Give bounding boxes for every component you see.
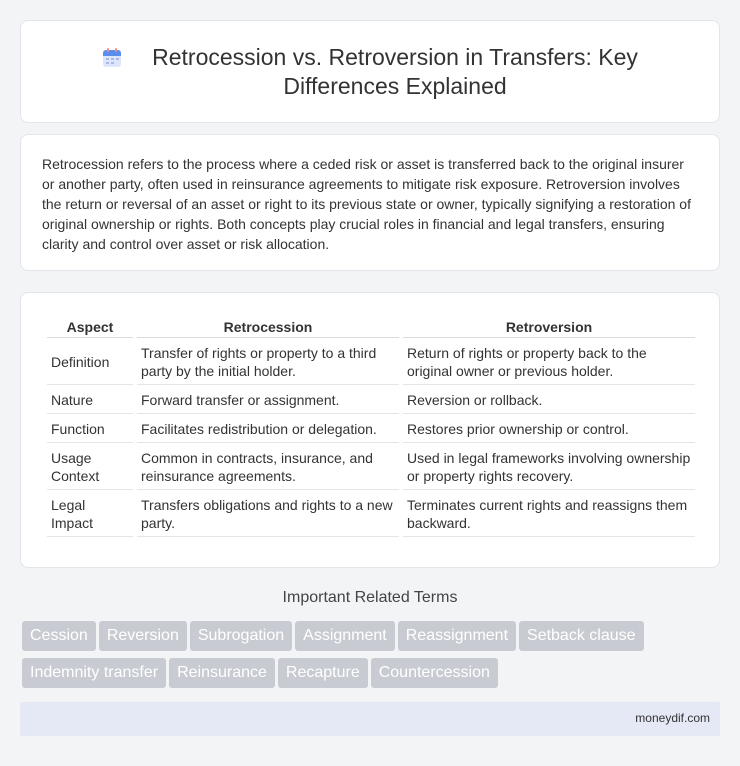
tag-subrogation[interactable]: Subrogation <box>190 621 292 651</box>
row-retrocession: Facilitates redistribution or delegation. <box>137 416 399 443</box>
tag-reversion[interactable]: Reversion <box>99 621 187 651</box>
table-row <box>47 445 695 490</box>
related-terms-list <box>22 621 712 695</box>
row-aspect: Definition <box>47 340 133 385</box>
row-retrocession: Transfer of rights or property to a third party by the initial holder. <box>137 340 399 385</box>
page-title: Retrocession vs. Retroversion in Transfers: Key Differences Explained <box>152 44 638 99</box>
row-aspect: Usage Context <box>47 445 133 490</box>
row-retroversion: Restores prior ownership or control. <box>403 416 695 443</box>
row-retrocession: Transfers obligations and rights to a new party. <box>137 492 399 537</box>
table-row <box>47 340 695 385</box>
tag-reinsurance[interactable]: Reinsurance <box>169 658 275 688</box>
tag-countercession[interactable]: Countercession <box>371 658 498 688</box>
table-row <box>47 416 695 443</box>
row-retrocession: Forward transfer or assignment. <box>137 387 399 414</box>
table-header-row <box>47 317 695 338</box>
tag-recapture[interactable]: Recapture <box>278 658 368 688</box>
tag-reassignment[interactable]: Reassignment <box>398 621 516 651</box>
header-aspect: Aspect <box>47 317 133 338</box>
tag-assignment[interactable]: Assignment <box>295 621 395 651</box>
row-aspect: Legal Impact <box>47 492 133 537</box>
row-retroversion: Reversion or rollback. <box>403 387 695 414</box>
header-retroversion: Retroversion <box>403 317 695 338</box>
row-aspect: Nature <box>47 387 133 414</box>
intro-paragraph: Retrocession refers to the process where a ceded risk or asset is transferred back to the original insurer or another party, often used in reinsurance agreements to mitigate risk exposure. Retroversion involves the return or reversal of an asset or right to its previous state or owner, typically signifying a restoration of original ownership or rights. Both concepts play crucial roles in financial and legal transfers, ensuring clarity and control over asset or risk allocation. <box>42 156 691 252</box>
tag-setback-clause[interactable]: Setback clause <box>519 621 644 651</box>
row-retroversion: Return of rights or property back to the original owner or previous holder. <box>403 340 695 385</box>
comparison-card <box>20 292 720 568</box>
related-terms-heading: Important Related Terms <box>282 589 458 606</box>
row-retroversion: Terminates current rights and reassigns them backward. <box>403 492 695 537</box>
comparison-table <box>43 315 699 539</box>
row-retroversion: Used in legal frameworks involving ownership or property rights recovery. <box>403 445 695 490</box>
footer-site[interactable]: moneydif.com <box>635 711 710 725</box>
tag-indemnity-transfer[interactable]: Indemnity transfer <box>22 658 166 688</box>
header-retrocession: Retrocession <box>137 317 399 338</box>
row-aspect: Function <box>47 416 133 443</box>
row-retrocession: Common in contracts, insurance, and reinsurance agreements. <box>137 445 399 490</box>
footer <box>20 702 720 736</box>
intro-card <box>20 134 720 271</box>
tag-cession[interactable]: Cession <box>22 621 96 651</box>
table-row <box>47 492 695 537</box>
table-row <box>47 387 695 414</box>
title-card <box>20 20 720 123</box>
